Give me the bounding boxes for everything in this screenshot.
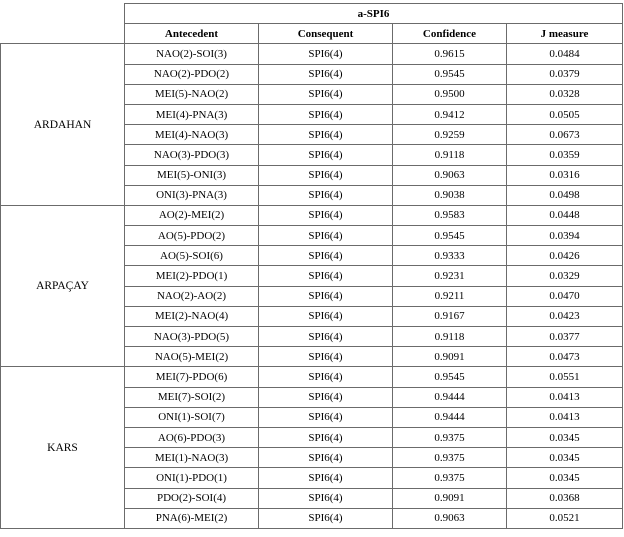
antecedent-cell: AO(2)-MEI(2)	[125, 205, 259, 225]
group-header: a-SPI6	[125, 4, 623, 24]
confidence-cell: 0.9545	[393, 367, 507, 387]
blank-corner-cell	[1, 4, 125, 44]
j-measure-cell: 0.0345	[507, 468, 623, 488]
column-header-consequent: Consequent	[259, 24, 393, 44]
confidence-cell: 0.9063	[393, 165, 507, 185]
confidence-cell: 0.9118	[393, 327, 507, 347]
consequent-cell: SPI6(4)	[259, 306, 393, 326]
confidence-cell: 0.9583	[393, 205, 507, 225]
confidence-cell: 0.9118	[393, 145, 507, 165]
j-measure-cell: 0.0413	[507, 407, 623, 427]
consequent-cell: SPI6(4)	[259, 468, 393, 488]
confidence-cell: 0.9375	[393, 448, 507, 468]
association-rules-table	[0, 3, 623, 529]
antecedent-cell: MEI(2)-PDO(1)	[125, 266, 259, 286]
table-row	[1, 205, 623, 225]
antecedent-cell: PDO(2)-SOI(4)	[125, 488, 259, 508]
confidence-cell: 0.9038	[393, 185, 507, 205]
consequent-cell: SPI6(4)	[259, 508, 393, 528]
antecedent-cell: AO(5)-SOI(6)	[125, 246, 259, 266]
consequent-cell: SPI6(4)	[259, 367, 393, 387]
j-measure-cell: 0.0328	[507, 84, 623, 104]
table-header	[1, 4, 623, 44]
consequent-cell: SPI6(4)	[259, 205, 393, 225]
consequent-cell: SPI6(4)	[259, 347, 393, 367]
consequent-cell: SPI6(4)	[259, 327, 393, 347]
j-measure-cell: 0.0448	[507, 205, 623, 225]
confidence-cell: 0.9444	[393, 387, 507, 407]
confidence-cell: 0.9167	[393, 306, 507, 326]
confidence-cell: 0.9615	[393, 44, 507, 64]
confidence-cell: 0.9375	[393, 427, 507, 447]
consequent-cell: SPI6(4)	[259, 407, 393, 427]
antecedent-cell: AO(5)-PDO(2)	[125, 226, 259, 246]
region-label: ARPAÇAY	[1, 205, 125, 367]
antecedent-cell: MEI(5)-NAO(2)	[125, 84, 259, 104]
confidence-cell: 0.9500	[393, 84, 507, 104]
column-header-confidence: Confidence	[393, 24, 507, 44]
antecedent-cell: NAO(5)-MEI(2)	[125, 347, 259, 367]
region-label: KARS	[1, 367, 125, 529]
antecedent-cell: PNA(6)-MEI(2)	[125, 508, 259, 528]
consequent-cell: SPI6(4)	[259, 427, 393, 447]
confidence-cell: 0.9259	[393, 125, 507, 145]
confidence-cell: 0.9063	[393, 508, 507, 528]
antecedent-cell: NAO(2)-PDO(2)	[125, 64, 259, 84]
j-measure-cell: 0.0551	[507, 367, 623, 387]
j-measure-cell: 0.0379	[507, 64, 623, 84]
region-label: ARDAHAN	[1, 44, 125, 206]
column-header-j-measure: J measure	[507, 24, 623, 44]
consequent-cell: SPI6(4)	[259, 488, 393, 508]
column-header-antecedent: Antecedent	[125, 24, 259, 44]
confidence-cell: 0.9091	[393, 488, 507, 508]
j-measure-cell: 0.0423	[507, 306, 623, 326]
j-measure-cell: 0.0521	[507, 508, 623, 528]
consequent-cell: SPI6(4)	[259, 165, 393, 185]
consequent-cell: SPI6(4)	[259, 44, 393, 64]
antecedent-cell: MEI(5)-ONI(3)	[125, 165, 259, 185]
confidence-cell: 0.9091	[393, 347, 507, 367]
j-measure-cell: 0.0316	[507, 165, 623, 185]
consequent-cell: SPI6(4)	[259, 84, 393, 104]
confidence-cell: 0.9545	[393, 64, 507, 84]
consequent-cell: SPI6(4)	[259, 145, 393, 165]
consequent-cell: SPI6(4)	[259, 125, 393, 145]
table-row	[1, 367, 623, 387]
consequent-cell: SPI6(4)	[259, 266, 393, 286]
confidence-cell: 0.9211	[393, 286, 507, 306]
antecedent-cell: NAO(2)-SOI(3)	[125, 44, 259, 64]
j-measure-cell: 0.0359	[507, 145, 623, 165]
confidence-cell: 0.9231	[393, 266, 507, 286]
consequent-cell: SPI6(4)	[259, 387, 393, 407]
j-measure-cell: 0.0329	[507, 266, 623, 286]
antecedent-cell: AO(6)-PDO(3)	[125, 427, 259, 447]
j-measure-cell: 0.0345	[507, 427, 623, 447]
j-measure-cell: 0.0470	[507, 286, 623, 306]
antecedent-cell: ONI(1)-PDO(1)	[125, 468, 259, 488]
antecedent-cell: ONI(1)-SOI(7)	[125, 407, 259, 427]
consequent-cell: SPI6(4)	[259, 286, 393, 306]
confidence-cell: 0.9545	[393, 226, 507, 246]
antecedent-cell: MEI(7)-SOI(2)	[125, 387, 259, 407]
consequent-cell: SPI6(4)	[259, 64, 393, 84]
table-row	[1, 44, 623, 64]
j-measure-cell: 0.0368	[507, 488, 623, 508]
antecedent-cell: MEI(1)-NAO(3)	[125, 448, 259, 468]
group-header-row	[1, 4, 623, 24]
antecedent-cell: MEI(2)-NAO(4)	[125, 306, 259, 326]
antecedent-cell: NAO(3)-PDO(3)	[125, 145, 259, 165]
j-measure-cell: 0.0505	[507, 104, 623, 124]
confidence-cell: 0.9444	[393, 407, 507, 427]
consequent-cell: SPI6(4)	[259, 226, 393, 246]
table-body	[1, 44, 623, 529]
j-measure-cell: 0.0426	[507, 246, 623, 266]
antecedent-cell: NAO(3)-PDO(5)	[125, 327, 259, 347]
j-measure-cell: 0.0345	[507, 448, 623, 468]
consequent-cell: SPI6(4)	[259, 185, 393, 205]
j-measure-cell: 0.0394	[507, 226, 623, 246]
antecedent-cell: MEI(4)-PNA(3)	[125, 104, 259, 124]
j-measure-cell: 0.0498	[507, 185, 623, 205]
antecedent-cell: NAO(2)-AO(2)	[125, 286, 259, 306]
antecedent-cell: ONI(3)-PNA(3)	[125, 185, 259, 205]
antecedent-cell: MEI(4)-NAO(3)	[125, 125, 259, 145]
j-measure-cell: 0.0413	[507, 387, 623, 407]
j-measure-cell: 0.0484	[507, 44, 623, 64]
j-measure-cell: 0.0377	[507, 327, 623, 347]
consequent-cell: SPI6(4)	[259, 104, 393, 124]
antecedent-cell: MEI(7)-PDO(6)	[125, 367, 259, 387]
consequent-cell: SPI6(4)	[259, 448, 393, 468]
j-measure-cell: 0.0673	[507, 125, 623, 145]
consequent-cell: SPI6(4)	[259, 246, 393, 266]
confidence-cell: 0.9333	[393, 246, 507, 266]
confidence-cell: 0.9412	[393, 104, 507, 124]
confidence-cell: 0.9375	[393, 468, 507, 488]
j-measure-cell: 0.0473	[507, 347, 623, 367]
